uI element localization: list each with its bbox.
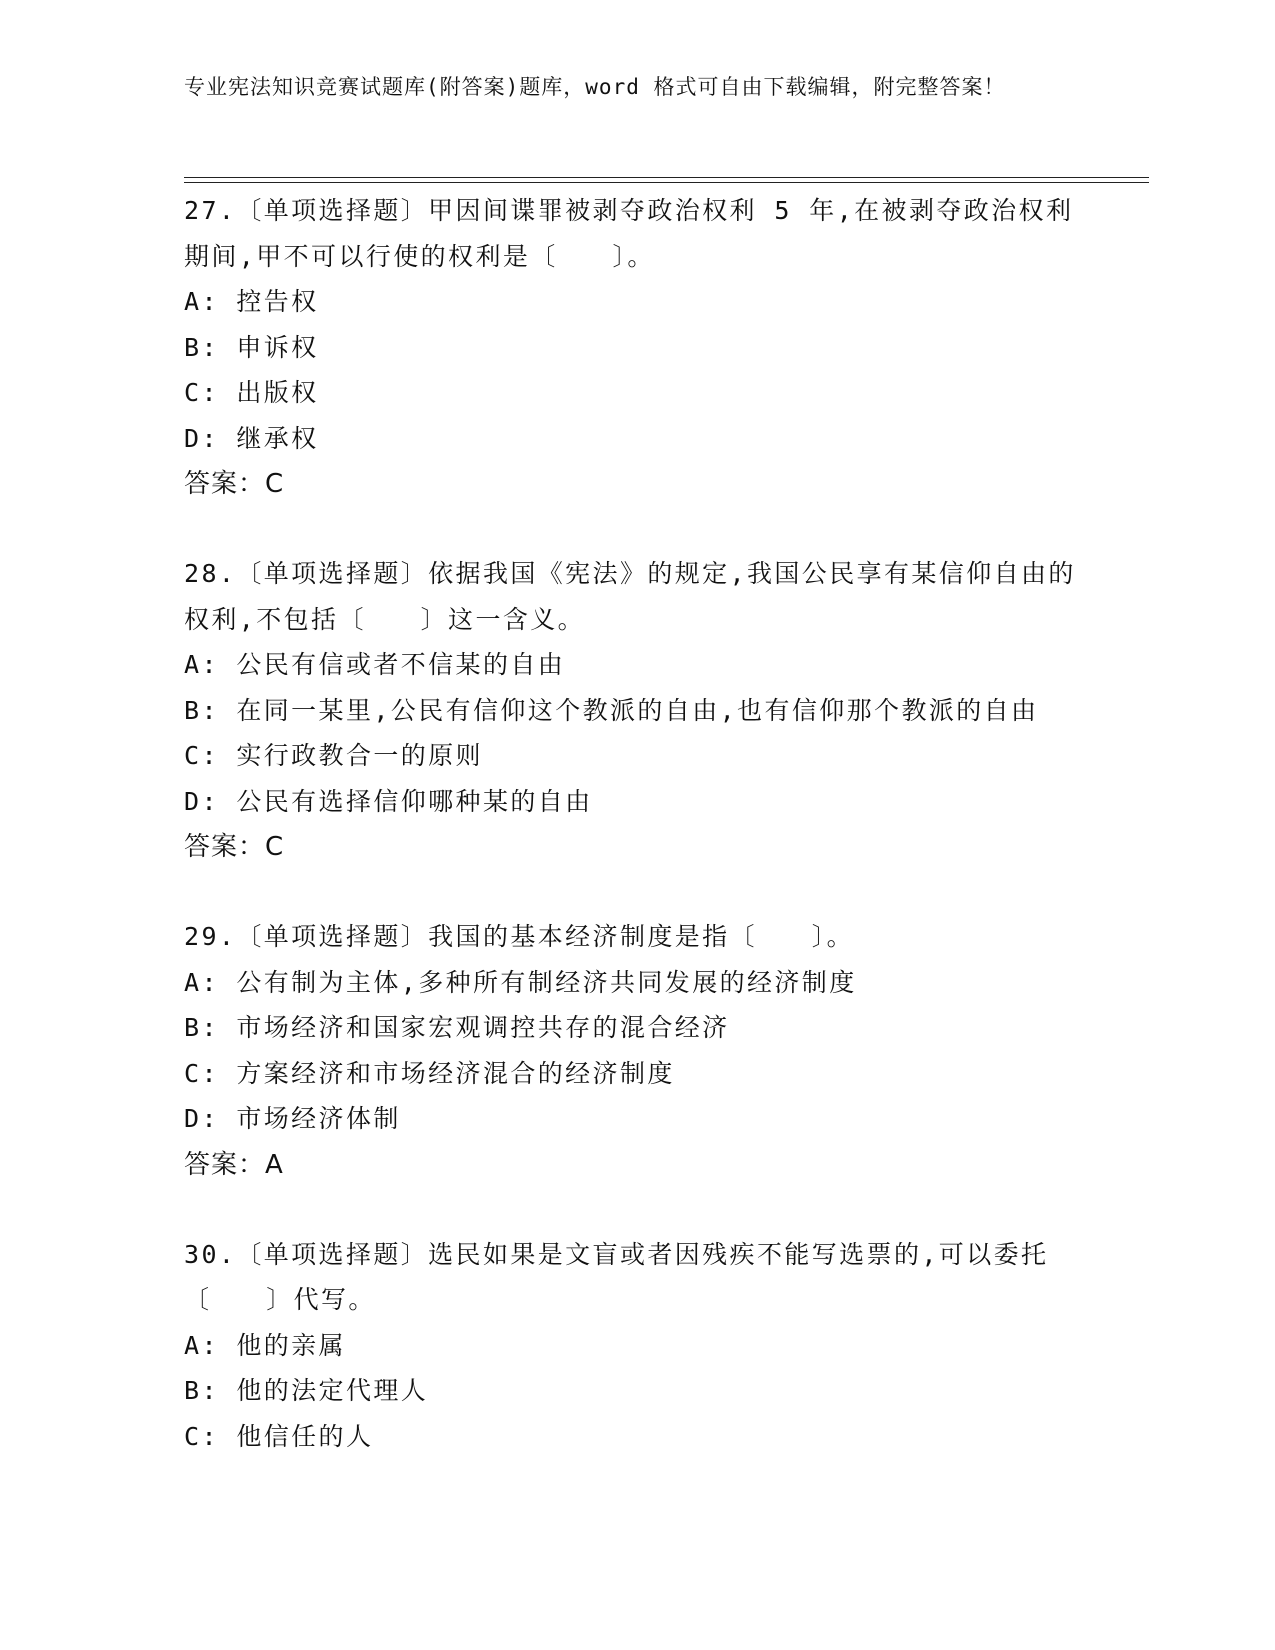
option-a: A: 控告权 bbox=[184, 287, 319, 316]
option-b: B: 市场经济和国家宏观调控共存的混合经济 bbox=[184, 1013, 730, 1042]
spacer bbox=[184, 1188, 1084, 1232]
option-b: B: 在同一某里,公民有信仰这个教派的自由,也有信仰那个教派的自由 bbox=[184, 695, 1039, 725]
question-28 bbox=[184, 551, 1084, 870]
option-a: A: 公有制为主体,多种所有制经济共同发展的经济制度 bbox=[184, 967, 857, 997]
option-b: B: 申诉权 bbox=[184, 332, 319, 362]
question-list bbox=[184, 188, 1084, 1459]
question-stem: 30.〔单项选择题〕选民如果是文盲或者因残疾不能写选票的,可以委托〔 〕代写。 bbox=[184, 1239, 1049, 1314]
question-27 bbox=[184, 188, 1084, 507]
header-rule-bottom bbox=[184, 182, 1149, 183]
option-d: D: 公民有选择信仰哪种某的自由 bbox=[184, 786, 593, 816]
spacer bbox=[184, 870, 1084, 914]
option-c: C: 方案经济和市场经济混合的经济制度 bbox=[184, 1058, 675, 1088]
spacer bbox=[184, 507, 1084, 551]
question-30 bbox=[184, 1232, 1084, 1460]
answer: 答案：C bbox=[184, 832, 285, 862]
header-rule-top bbox=[184, 177, 1149, 178]
option-c: C: 实行政教合一的原则 bbox=[184, 741, 483, 770]
option-d: D: 继承权 bbox=[184, 423, 319, 453]
question-stem: 29.〔单项选择题〕我国的基本经济制度是指〔 〕。 bbox=[184, 922, 855, 951]
document-header: 专业宪法知识竞赛试题库(附答案)题库，word 格式可自由下载编辑，附完整答案！ bbox=[184, 75, 1006, 99]
answer: 答案：C bbox=[184, 469, 285, 499]
question-stem: 27.〔单项选择题〕甲因间谍罪被剥夺政治权利 5 年,在被剥夺政治权利期间,甲不可以行使的权利是〔 〕。 bbox=[184, 196, 1074, 271]
option-a: A: 他的亲属 bbox=[184, 1330, 346, 1360]
option-c: C: 出版权 bbox=[184, 378, 319, 407]
question-29 bbox=[184, 914, 1084, 1188]
option-a: A: 公民有信或者不信某的自由 bbox=[184, 650, 566, 679]
option-c: C: 他信任的人 bbox=[184, 1421, 374, 1451]
question-stem: 28.〔单项选择题〕依据我国《宪法》的规定,我国公民享有某信仰自由的权利,不包括〔 〕这一含义。 bbox=[184, 559, 1076, 634]
option-d: D: 市场经济体制 bbox=[184, 1104, 401, 1133]
option-b: B: 他的法定代理人 bbox=[184, 1376, 429, 1405]
answer: 答案：A bbox=[184, 1149, 284, 1180]
